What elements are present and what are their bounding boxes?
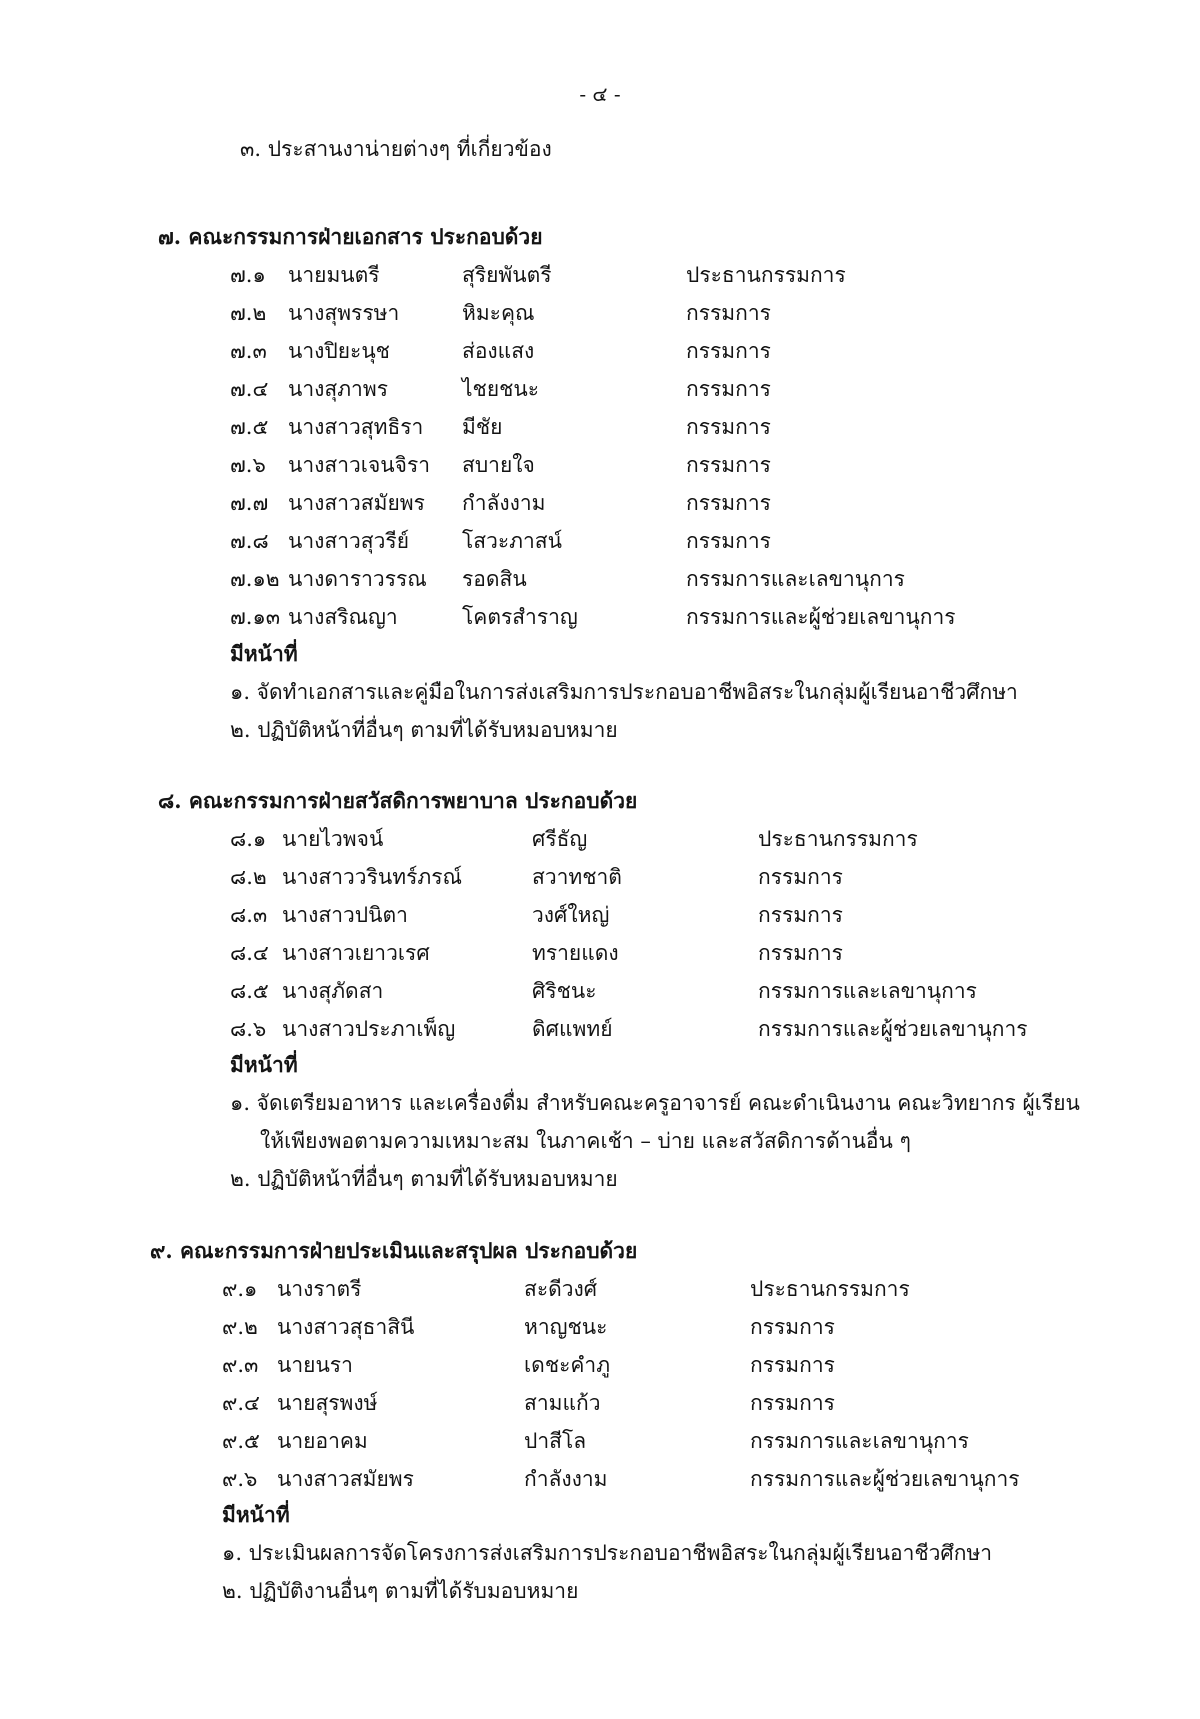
member-name: นายไวพจน์ [282, 827, 384, 851]
member-role: กรรมการ [750, 1353, 835, 1377]
member-role: กรรมการ [686, 339, 771, 363]
duty-item: ๑. จัดเตรียมอาหาร และเครื่องดื่ม สำหรับคณะครูอาจารย์ คณะดำเนินงาน คณะวิทยากร ผู้เรียน [230, 1091, 1080, 1115]
member-row [230, 824, 1200, 854]
member-number: ๙.๔ [222, 1391, 260, 1415]
member-number: ๘.๒ [230, 865, 267, 889]
member-name: นายสุรพงษ์ [277, 1391, 378, 1415]
member-row [222, 1388, 1200, 1418]
member-role: กรรมการและผู้ช่วยเลขานุการ [686, 605, 956, 629]
member-number: ๗.๗ [230, 491, 269, 515]
member-number: ๗.๓ [230, 339, 267, 363]
member-role: กรรมการ [758, 865, 843, 889]
member-number: ๗.๖ [230, 453, 266, 477]
member-surname: เดชะคำภู [524, 1353, 611, 1377]
member-name: นางดาราวรรณ [288, 567, 427, 591]
member-surname: สวาทชาติ [532, 865, 622, 889]
member-name: นางสุภาพร [288, 377, 388, 401]
member-role: กรรมการ [686, 415, 771, 439]
member-role: กรรมการและเลขานุการ [750, 1429, 969, 1453]
member-role: กรรมการและผู้ช่วยเลขานุการ [758, 1017, 1028, 1041]
member-row [230, 488, 1200, 518]
member-name: นางสาวเจนจิรา [288, 453, 431, 477]
member-role: กรรมการ [750, 1391, 835, 1415]
member-surname: วงศ์ใหญ่ [532, 903, 610, 927]
member-surname: ส่องแสง [462, 339, 535, 363]
member-name: นางสุพรรษา [288, 301, 400, 325]
member-name: นางสาวสมัยพร [277, 1467, 414, 1491]
member-role: กรรมการและเลขานุการ [686, 567, 905, 591]
member-row [230, 976, 1200, 1006]
section-heading-9: ๙. คณะกรรมการฝ่ายประเมินและสรุปผล ประกอบด้วย [150, 1238, 638, 1263]
member-role: กรรมการ [686, 453, 771, 477]
member-row [230, 938, 1200, 968]
member-name: นางสาวสุธาสินี [277, 1315, 415, 1339]
member-row [230, 900, 1200, 930]
member-row [230, 298, 1200, 328]
member-number: ๙.๒ [222, 1315, 258, 1339]
member-row [230, 336, 1200, 366]
member-surname: สุริยพันตรี [462, 263, 552, 287]
member-name: นางสริณญา [288, 605, 398, 629]
member-number: ๙.๑ [222, 1277, 258, 1301]
member-number: ๙.๖ [222, 1467, 258, 1491]
member-name: นางสาวสมัยพร [288, 491, 425, 515]
member-number: ๘.๖ [230, 1017, 267, 1041]
member-row [230, 602, 1200, 632]
member-number: ๘.๔ [230, 941, 269, 965]
duty-item: ๒. ปฏิบัติหน้าที่อื่นๆ ตามที่ได้รับหมอบหมาย [230, 718, 618, 742]
duty-heading-8: มีหน้าที่ [230, 1052, 298, 1077]
member-row [222, 1464, 1200, 1494]
member-row [230, 412, 1200, 442]
member-row [230, 260, 1200, 290]
member-name: นางราตรี [277, 1277, 362, 1301]
member-name: นายอาคม [277, 1429, 368, 1453]
member-number: ๗.๑๒ [230, 567, 280, 591]
member-surname: มีชัย [462, 415, 503, 439]
member-number: ๘.๕ [230, 979, 269, 1003]
member-row [230, 862, 1200, 892]
member-role: ประธานกรรมการ [750, 1277, 910, 1301]
member-surname: โคตรสำราญ [462, 605, 578, 629]
duty-item: ๑. จัดทำเอกสารและคู่มือในการส่งเสริมการประกอบอาชีพอิสระในกลุ่มผู้เรียนอาชีวศึกษา [230, 680, 1018, 704]
member-surname: ไชยชนะ [462, 377, 540, 401]
member-row [230, 526, 1200, 556]
member-name: นางปิยะนุช [288, 339, 390, 363]
member-name: นางสาวเยาวเรศ [282, 941, 430, 965]
member-role: ประธานกรรมการ [686, 263, 846, 287]
member-surname: ดิศแพทย์ [532, 1017, 613, 1041]
member-name: นางสาวประภาเพ็ญ [282, 1017, 456, 1041]
member-surname: สบายใจ [462, 453, 535, 477]
member-role: กรรมการ [686, 301, 771, 325]
member-role: กรรมการ [750, 1315, 835, 1339]
member-role: กรรมการ [686, 491, 771, 515]
duty-item: ๒. ปฏิบัติหน้าที่อื่นๆ ตามที่ได้รับหมอบหมาย [230, 1167, 618, 1191]
member-name: นายมนตรี [288, 263, 380, 287]
member-surname: รอดสิน [462, 567, 527, 591]
duty-item: ๒. ปฏิบัติงานอื่นๆ ตามที่ได้รับมอบหมาย [222, 1579, 579, 1603]
intro-item: ๓. ประสานงาน่ายต่างๆ ที่เกี่ยวข้อง [240, 137, 552, 161]
member-number: ๗.๕ [230, 415, 269, 439]
member-row [222, 1312, 1200, 1342]
member-surname: สามแก้ว [524, 1391, 601, 1415]
member-row [230, 1014, 1200, 1044]
member-name: นางสาววรินทร์ภรณ์ [282, 865, 462, 889]
section-heading-7: ๗. คณะกรรมการฝ่ายเอกสาร ประกอบด้วย [158, 224, 543, 249]
member-number: ๗.๒ [230, 301, 267, 325]
page-number: - ๔ - [579, 82, 621, 106]
member-surname: ศิริชนะ [532, 979, 597, 1003]
member-name: นางสุภัดสา [282, 979, 384, 1003]
member-surname: หาญชนะ [524, 1315, 608, 1339]
member-row [230, 450, 1200, 480]
duty-item: ๑. ประเมินผลการจัดโครงการส่งเสริมการประกอบอาชีพอิสระในกลุ่มผู้เรียนอาชีวศึกษา [222, 1541, 993, 1565]
member-row [222, 1350, 1200, 1380]
member-number: ๘.๓ [230, 903, 268, 927]
member-surname: ปาสีโล [524, 1429, 587, 1453]
member-number: ๗.๑ [230, 263, 266, 287]
member-surname: กำลังงาม [524, 1467, 608, 1491]
member-number: ๙.๕ [222, 1429, 260, 1453]
member-surname: ทรายแดง [532, 941, 619, 965]
member-number: ๗.๔ [230, 377, 269, 401]
member-name: นายนรา [277, 1353, 353, 1377]
member-number: ๗.๘ [230, 529, 269, 553]
member-role: กรรมการ [686, 377, 771, 401]
member-role: กรรมการและผู้ช่วยเลขานุการ [750, 1467, 1020, 1491]
member-row [230, 374, 1200, 404]
member-number: ๙.๓ [222, 1353, 259, 1377]
member-role: กรรมการ [686, 529, 771, 553]
member-surname: หิมะคุณ [462, 301, 535, 325]
member-surname: สะดีวงศ์ [524, 1277, 598, 1301]
member-surname: กำลังงาม [462, 491, 546, 515]
member-number: ๗.๑๓ [230, 605, 281, 629]
member-role: กรรมการและเลขานุการ [758, 979, 977, 1003]
member-surname: โสวะภาสน์ [462, 529, 562, 553]
duty-heading-7: มีหน้าที่ [230, 641, 298, 666]
member-row [222, 1274, 1200, 1304]
member-name: นางสาวสุทธิรา [288, 415, 424, 439]
duty-item-continuation: ให้เพียงพอตามความเหมาะสม ในภาคเช้า – บ่าย และสวัสดิการด้านอื่น ๆ [260, 1129, 911, 1153]
member-role: กรรมการ [758, 903, 843, 927]
member-role: ประธานกรรมการ [758, 827, 918, 851]
member-number: ๘.๑ [230, 827, 267, 851]
member-surname: ศรีธัญ [532, 827, 588, 851]
member-row [230, 564, 1200, 594]
member-row [222, 1426, 1200, 1456]
duty-heading-9: มีหน้าที่ [222, 1502, 290, 1527]
member-name: นางสาวปนิตา [282, 903, 408, 927]
section-heading-8: ๘. คณะกรรมการฝ่ายสวัสดิการพยาบาล ประกอบด้วย [158, 788, 638, 813]
member-name: นางสาวสุวรีย์ [288, 529, 409, 553]
member-role: กรรมการ [758, 941, 843, 965]
